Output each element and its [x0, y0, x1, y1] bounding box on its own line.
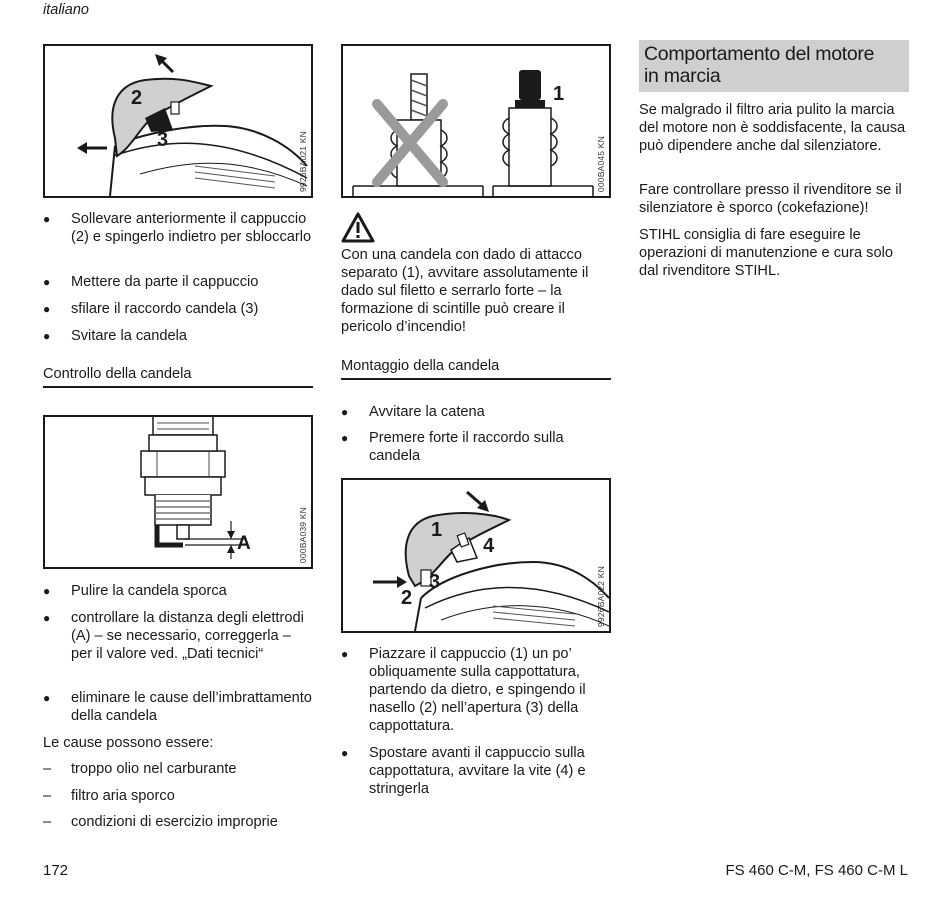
- warning-icon: [341, 212, 375, 244]
- fig4-label-1: 1: [431, 519, 443, 541]
- heading-spark-plug-mount: Montaggio della candela: [341, 357, 611, 380]
- page-number: 172: [43, 862, 69, 879]
- fig2-label-1: 1: [553, 83, 565, 105]
- figure-cap-install: [341, 478, 611, 633]
- figure-cap-removal: [43, 44, 313, 198]
- fig3-label-a: A: [237, 533, 251, 554]
- language-label: italiano: [43, 2, 89, 18]
- fig4-label-3: 3: [429, 571, 441, 593]
- causes-intro: Le cause possono essere:: [43, 735, 214, 751]
- emphasis: pericolo d’incendio: [341, 319, 462, 335]
- fig4-label-2: 2: [401, 587, 413, 609]
- figure-code: 9926BA022 KN: [596, 566, 606, 627]
- figure-spark-plug-gap: [43, 415, 313, 569]
- fig1-label-3: 3: [157, 129, 169, 151]
- paragraph: Fare controllare presso il rivenditore se il silenziatore è sporco (cokefazione)!: [639, 182, 902, 216]
- paragraph: STIHL consiglia di fare eseguire le operazioni di manutenzione e cura solo dal rivenditore STIHL.: [639, 227, 893, 279]
- figure-code: 000BA039 KN: [298, 506, 308, 563]
- heading-spark-plug-check: Controllo della candela: [43, 365, 313, 388]
- fig1-label-2: 2: [131, 87, 143, 109]
- figure-spark-plug-nut: [341, 44, 611, 198]
- emphasis: forte: [504, 283, 535, 299]
- warning-text: Con una candela con dado di attacco separato (1), avvitare assolutamente il dado sul filetto e serrarlo forte – la formazione di scintille può creare il pericolo d’incendio!: [341, 247, 589, 335]
- model-name: FS 460 C-M, FS 460 C-M L: [725, 862, 908, 879]
- section-title: Comportamento del motore in marcia: [639, 40, 909, 92]
- emphasis: forte: [429, 430, 459, 446]
- paragraph: Se malgrado il filtro aria pulito la marcia del motore non è soddisfacente, la causa può dipendere anche dal silenziatore.: [639, 102, 906, 154]
- figure-code: 000BA045 KN: [596, 135, 606, 192]
- figure-code: 9926BA021 KN: [298, 131, 308, 192]
- fig4-label-4: 4: [483, 535, 495, 557]
